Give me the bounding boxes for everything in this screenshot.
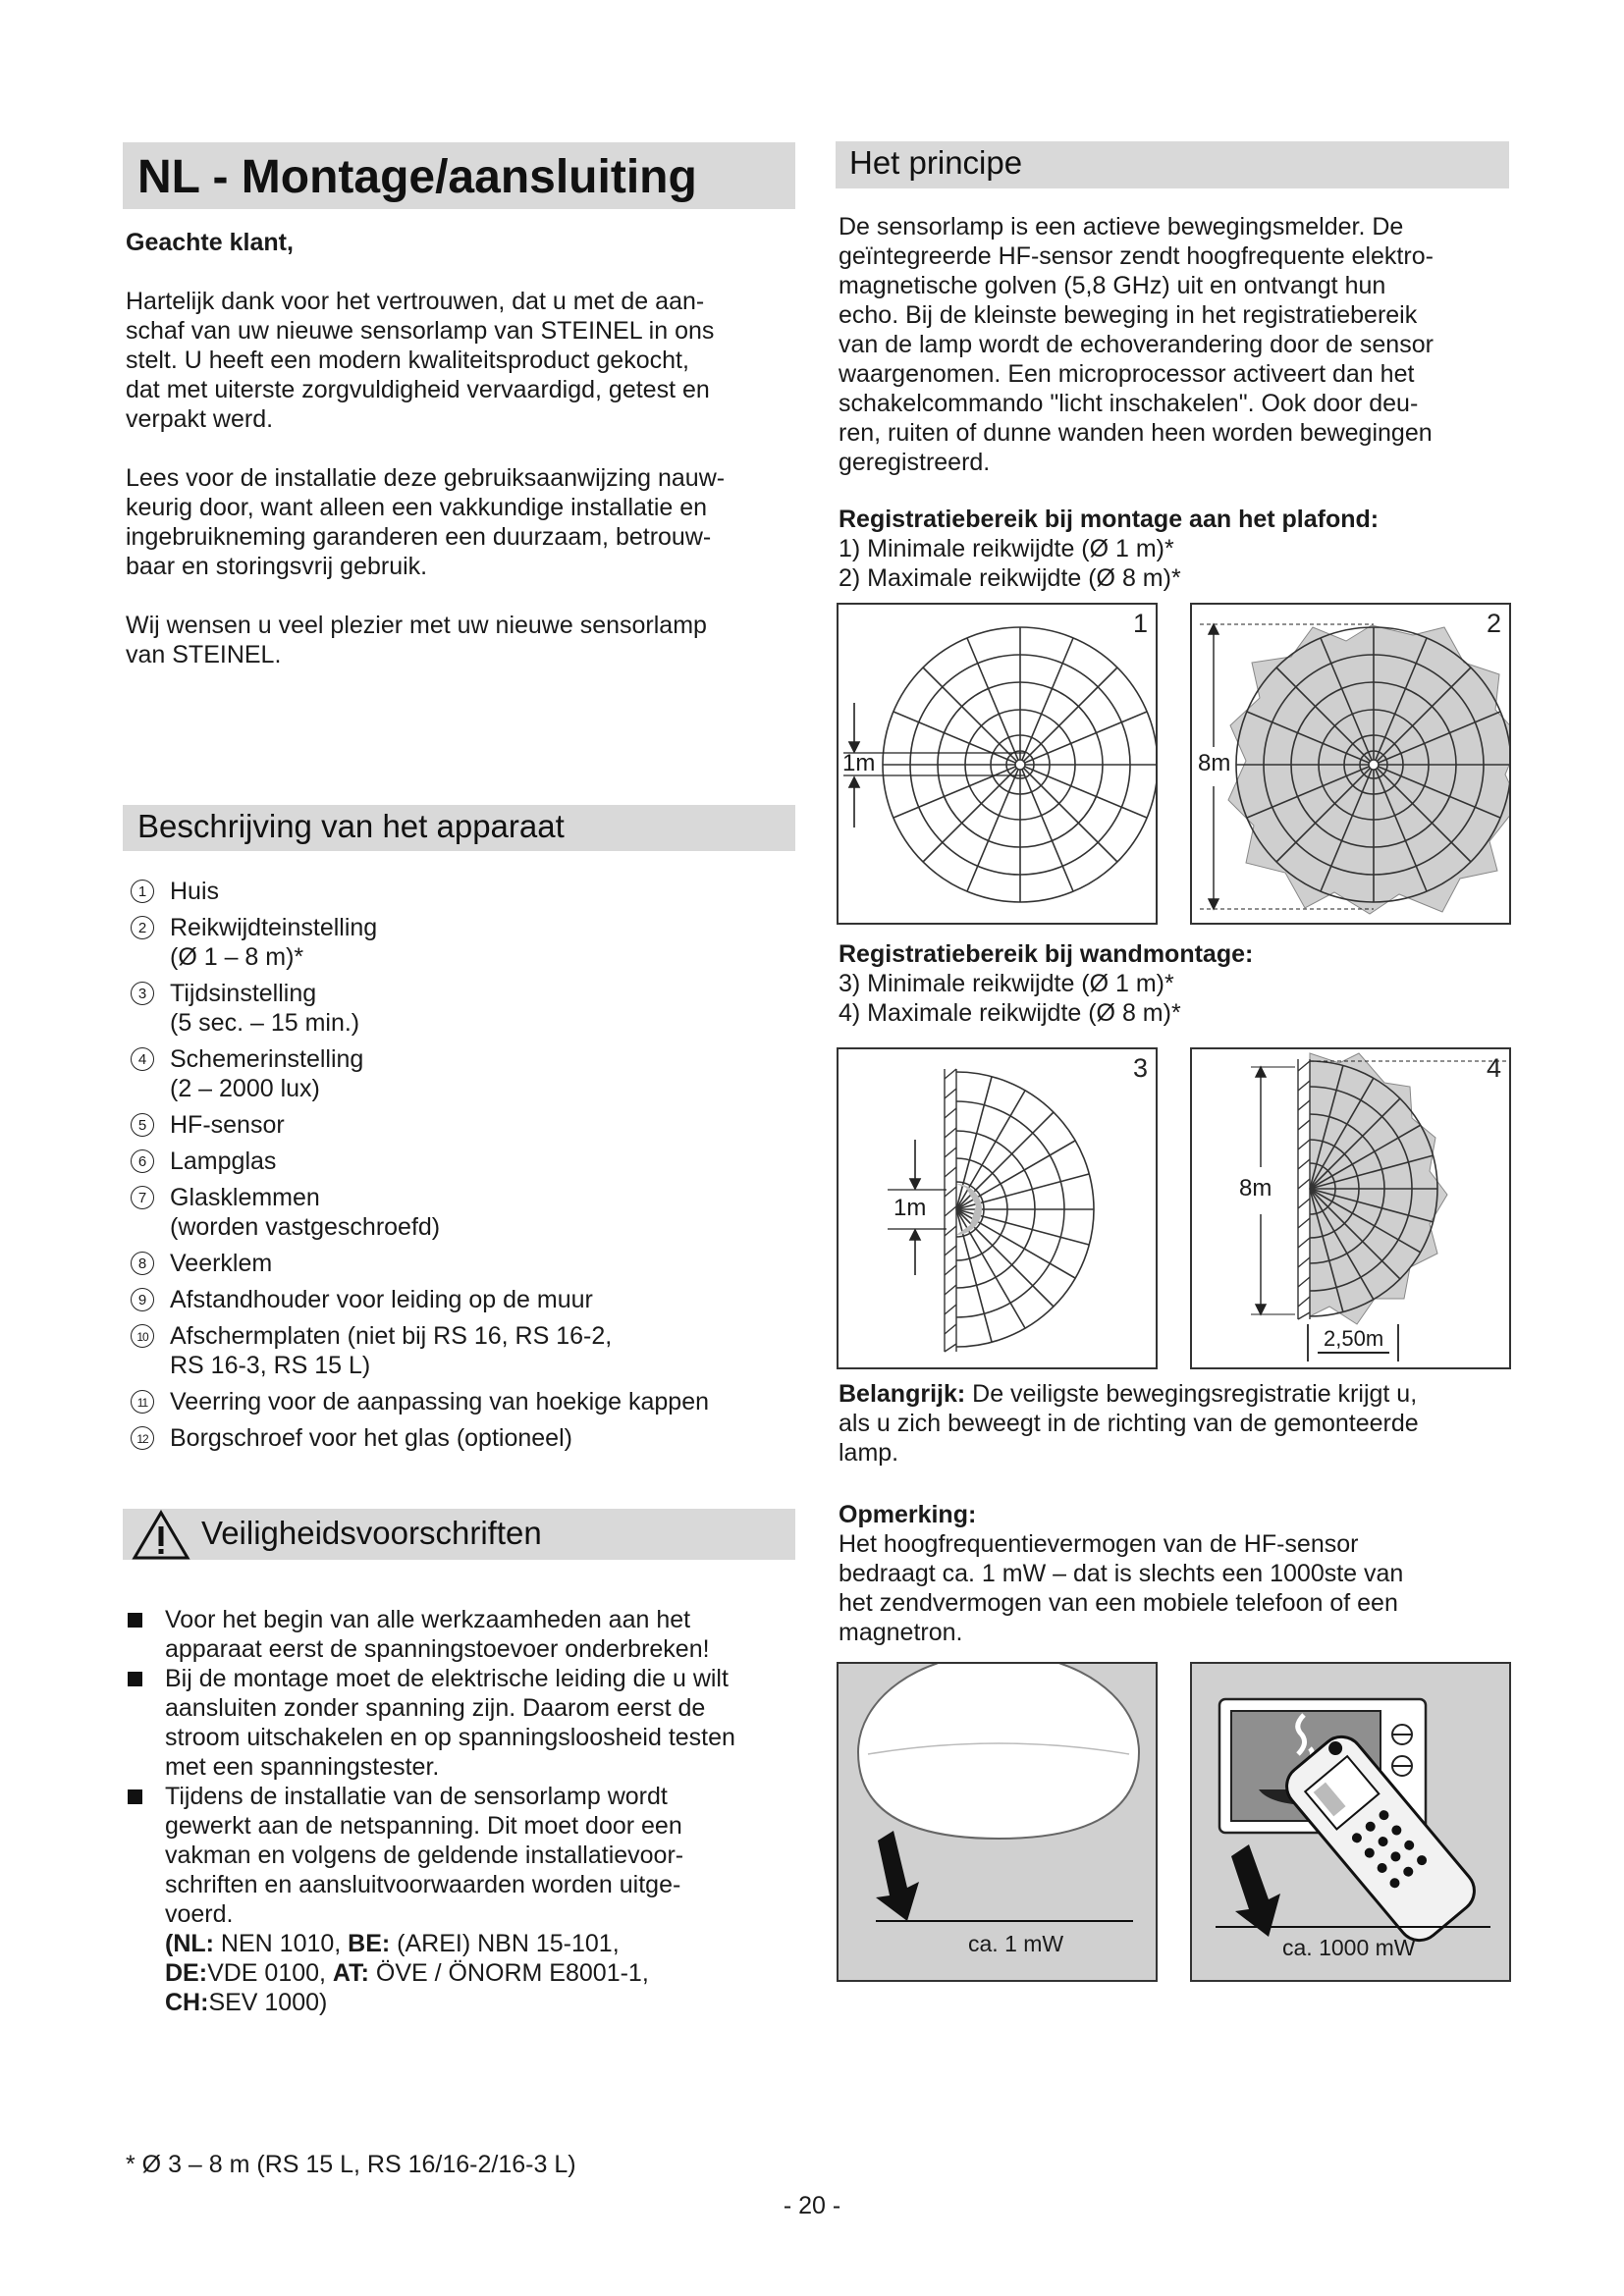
list-item: 12 Borgschroef voor het glas (optioneel) [131, 1423, 798, 1453]
description-title: Beschrijving van het apparaat [137, 808, 565, 844]
power-figure-lamp [837, 1662, 1158, 1982]
description-title-bar [123, 805, 795, 851]
device-parts-list [131, 877, 798, 1460]
wall-range-title: Registratiebereik bij wandmontage: [839, 940, 1254, 968]
remark-text: Het hoogfrequentievermogen van de HF-sensor bedraagt ca. 1 mW – dat is slechts een 1000ste van het zendvermogen van een mobiele telefoon of een magnetron. [839, 1530, 1404, 1646]
list-item: 6 Lampglas [131, 1147, 798, 1176]
list-item: 11 Veerring voor de aanpassing van hoekige kappen [131, 1387, 798, 1416]
height-label: 2,50m [1318, 1326, 1389, 1354]
figure-number: 2 [1486, 609, 1501, 638]
remark-title: Opmerking: [839, 1501, 977, 1528]
power-label-lamp: ca. 1 mW [968, 1931, 1064, 1956]
safety-title-bar [123, 1509, 795, 1560]
footnote: * Ø 3 – 8 m (RS 15 L, RS 16/16-2/16-3 L) [126, 2151, 576, 2178]
list-item: 4 Schemerinstelling (2 – 2000 lux) [131, 1044, 798, 1103]
range-label: 1m [842, 750, 876, 776]
principle-text: De sensorlamp is een actieve bewegingsmelder. De geïntegreerde HF-sensor zendt hoogfrequente elektro- magnetische golven (5,8 GHz) uit en ontvangt hun echo. Bij de kleinste beweging in het registratiebereik van de lamp wordt de echoverandering door de sensor waargenomen. Een microprocessor activeert dan het schakelcommando "licht inschakelen". Ook door deu- ren, ruiten of dunne wanden heen worden bewegingen geregistreerd. [839, 213, 1434, 476]
figure-number: 3 [1132, 1053, 1148, 1083]
figure-ceiling-max [1190, 603, 1511, 925]
figure-ceiling-min [837, 603, 1158, 925]
warning-triangle-icon [131, 1509, 191, 1562]
wall-range-line: 3) Minimale reikwijdte (Ø 1 m)* [839, 970, 1174, 997]
figure-number: 4 [1486, 1053, 1501, 1083]
greeting: Geachte klant, [126, 229, 294, 256]
range-label: 1m [893, 1195, 927, 1221]
norms-text: (NL: NEN 1010, BE: (AREI) NBN 15-101, DE:VDE 0100, AT: ÖVE / ÖNORM E8001-1, CH:SEV 1000) [165, 1930, 649, 2016]
important-note: Belangrijk: De veiligste bewegingsregistratie krijgt u, als u zich beweegt in de richting van de gemonteerde lamp. [839, 1380, 1419, 1467]
ceiling-range-title: Registratiebereik bij montage aan het plafond: [839, 506, 1380, 533]
safety-title: Veiligheidsvoorschriften [201, 1515, 542, 1551]
wall-range-section [839, 939, 1516, 1028]
figure-wall-max [1190, 1047, 1511, 1369]
intro-paragraph-2: Lees voor de installatie deze gebruiksaanwijzing nauw- keurig door, want alleen een vakkundige installatie en ingebruikneming garanderen een duurzaam, betrouw- baar en storingsvrij gebruik. [126, 464, 726, 580]
ceiling-range-line: 1) Minimale reikwijdte (Ø 1 m)* [839, 535, 1174, 562]
list-item: 7 Glasklemmen (worden vastgeschroefd) [131, 1183, 798, 1242]
polar-diagram [1192, 605, 1511, 925]
list-item: 8 Veerklem [131, 1249, 798, 1278]
remark-section [839, 1500, 1516, 1647]
page-number: - 20 - [783, 2192, 841, 2219]
arrow-icon [876, 1831, 919, 1921]
page-title: NL - Montage/aansluiting [137, 151, 697, 203]
main-title-bar [123, 142, 795, 209]
polar-diagram [839, 1049, 1158, 1369]
ceiling-range-section [839, 505, 1516, 593]
range-label: 8m [1198, 750, 1231, 776]
list-item: 10 Afschermplaten (niet bij RS 16, RS 16-2, RS 16-3, RS 15 L) [131, 1321, 798, 1380]
list-item: Voor het begin van alle werkzaamheden aan het apparaat eerst de spanningstoevoer onderbreken! [126, 1605, 803, 1664]
polar-diagram [839, 605, 1158, 925]
list-item: 2 Reikwijdteinstelling (Ø 1 – 8 m)* [131, 913, 798, 972]
polar-diagram [1192, 1049, 1511, 1369]
principle-title: Het principe [849, 144, 1023, 181]
wall-range-line: 4) Maximale reikwijdte (Ø 8 m)* [839, 999, 1181, 1027]
figure-wall-min [837, 1047, 1158, 1369]
safety-list [126, 1605, 803, 2017]
power-label-phone: ca. 1000 mW [1282, 1935, 1416, 1960]
figure-number: 1 [1132, 609, 1148, 638]
list-item: 3 Tijdsinstelling (5 sec. – 15 min.) [131, 979, 798, 1038]
power-figure-phone [1190, 1662, 1511, 1982]
list-item: 9 Afstandhouder voor leiding op de muur [131, 1285, 798, 1314]
list-item: Bij de montage moet de elektrische leiding die u wilt aansluiten zonder spanning zijn. Daarom eerst de stroom uitschakelen en op spanningsloosheid testen met een spanningstester. [126, 1664, 803, 1782]
ceiling-range-line: 2) Maximale reikwijdte (Ø 8 m)* [839, 564, 1181, 592]
range-label: 8m [1239, 1175, 1272, 1201]
list-item: Tijdens de installatie van de sensorlamp wordt gewerkt aan de netspanning. Dit moet door een vakman en volgens de geldende installatievoor- schriften en aansluitvoorwaarden worden uitge- voerd. (NL: NEN 1010, BE: (AREI) NBN 15-101, DE:VDE 0100, AT: ÖVE / ÖNORM E8001-1, CH:SEV 1000) [126, 1782, 803, 2017]
principle-title-bar [836, 141, 1509, 188]
arrow-icon [1231, 1844, 1280, 1937]
intro-paragraph-3: Wij wensen u veel plezier met uw nieuwe sensorlamp van STEINEL. [126, 612, 707, 668]
list-item: 1 Huis [131, 877, 798, 906]
list-item: 5 HF-sensor [131, 1110, 798, 1140]
intro-text [126, 287, 803, 699]
intro-paragraph-1: Hartelijk dank voor het vertrouwen, dat u met de aan- schaf van uw nieuwe sensorlamp van STEINEL in ons stelt. U heeft een modern kwaliteitsproduct gekocht, dat met uiterste zorgvuldigheid vervaardigd, getest en verpakt werd. [126, 288, 715, 433]
